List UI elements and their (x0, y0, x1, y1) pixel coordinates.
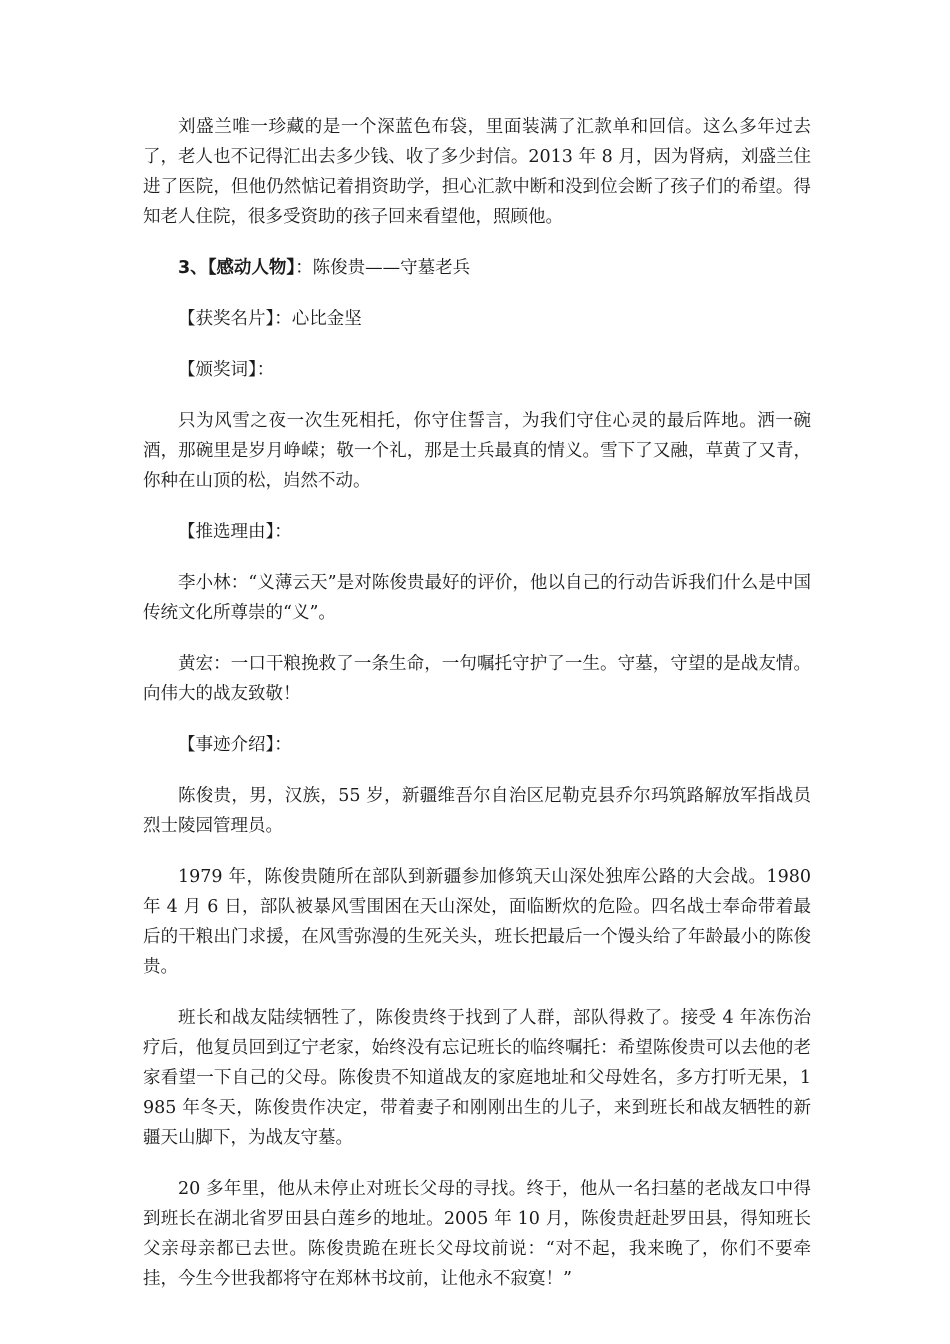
reason-li-xiaolin: 李小林：“义薄云天”是对陈俊贵最好的评价，他以自己的行动告诉我们什么是中国传统文化所尊崇的“义”。 (143, 573, 811, 623)
section-number: 3、 (178, 258, 208, 278)
section-title: ：陈俊贵——守墓老兵 (295, 258, 471, 278)
reasons-label: 【推选理由】 (178, 522, 275, 542)
citation-label: 【颁奖词】 (178, 360, 257, 380)
section-label: 【感动人物】 (207, 258, 296, 278)
story-paragraph: 班长和战友陆续牺牲了，陈俊贵终于找到了人群，部队得救了。接受 4 年冻伤治疗后，他复员回到辽宁老家，始终没有忘记班长的临终嘱托：希望陈俊贵可以去他的老家看望一下自己的父母。陈俊贵不知道战友的家庭地址和父母姓名，多方打听无果，1985 年冬天，陈俊贵作决定，带着妻子和刚刚出生的儿子，来到班长和战友牺牲的新疆天山脚下，为战友守墓。 (143, 1008, 811, 1148)
citation-heading (143, 355, 811, 385)
award-name-line (143, 304, 811, 334)
section-3-heading (143, 253, 811, 283)
reason-huang-hong: 黄宏：一口干粮挽救了一条生命，一句嘱托守护了一生。守墓，守望的是战友情。向伟大的战友致敬！ (143, 654, 811, 704)
citation-text: 只为风雪之夜一次生死相托，你守住誓言，为我们守住心灵的最后阵地。洒一碗酒，那碗里是岁月峥嵘；敬一个礼，那是士兵最真的情义。雪下了又融，草黄了又青，你种在山顶的松，岿然不动。 (143, 411, 811, 491)
award-name-label: 【获奖名片】 (178, 309, 275, 329)
story-paragraph: 1979 年，陈俊贵随所在部队到新疆参加修筑天山深处独库公路的大会战。1980 年 4 月 6 日，部队被暴风雪围困在天山深处，面临断炊的危险。四名战士奉命带着最后的干粮出门求援，在风雪弥漫的生死关头，班长把最后一个馒头给了年龄最小的陈俊贵。 (143, 867, 811, 977)
reasons-suffix: ： (274, 522, 292, 542)
document-page (143, 112, 811, 1315)
award-name-value: ：心比金坚 (274, 309, 362, 329)
story-suffix: ： (274, 735, 292, 755)
intro-paragraph: 刘盛兰唯一珍藏的是一个深蓝色布袋，里面装满了汇款单和回信。这么多年过去了，老人也不记得汇出去多少钱、收了多少封信。2013 年 8 月，因为肾病，刘盛兰住进了医院，但他仍然惦记着捐资助学，担心汇款中断和没到位会断了孩子们的希望。得知老人住院，很多受资助的孩子回来看望他，照顾他。 (143, 117, 811, 227)
reasons-heading (143, 517, 811, 547)
citation-suffix: ： (256, 360, 275, 380)
story-label: 【事迹介绍】 (178, 735, 275, 755)
story-paragraph: 20 多年里，他从未停止对班长父母的寻找。终于，他从一名扫墓的老战友口中得到班长在湖北省罗田县白莲乡的地址。2005 年 10 月，陈俊贵赶赴罗田县，得知班长父亲母亲都已去世。陈俊贵跪在班长父母坟前说：“对不起，我来晚了，你们不要牵挂，今生今世我都将守在郑林书坟前，让他永不寂寞！” (143, 1179, 811, 1289)
story-paragraph: 陈俊贵，男，汉族，55 岁，新疆维吾尔自治区尼勒克县乔尔玛筑路解放军指战员烈士陵园管理员。 (143, 786, 811, 836)
story-heading (143, 730, 811, 760)
